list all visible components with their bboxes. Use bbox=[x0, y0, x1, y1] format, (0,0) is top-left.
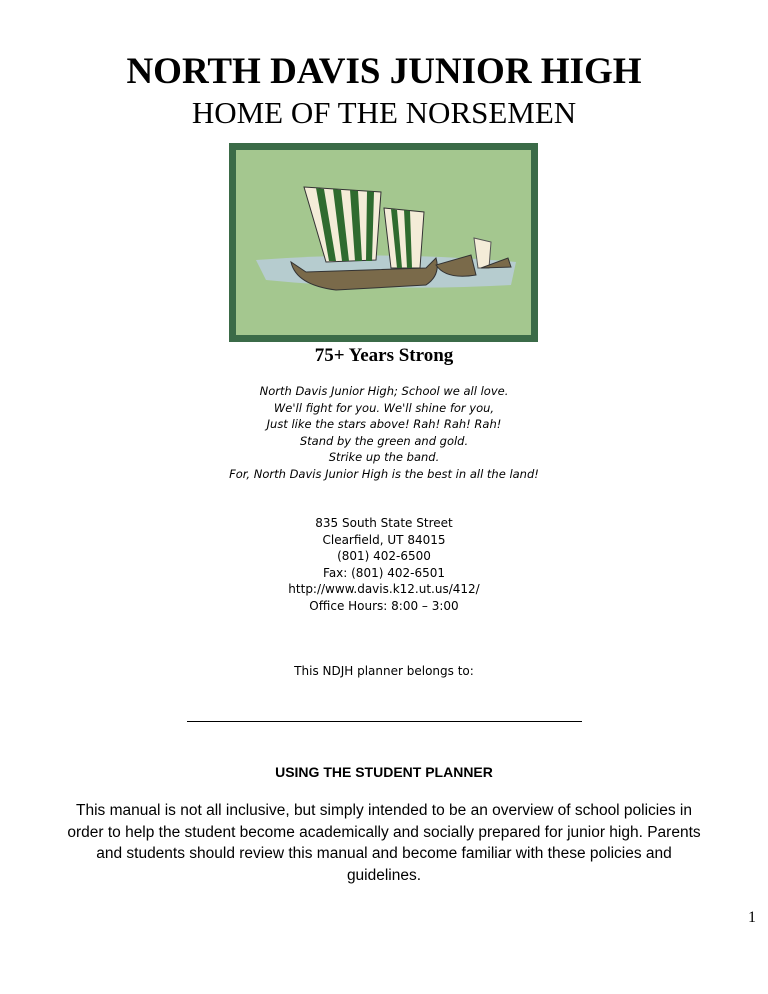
song-line: Just like the stars above! Rah! Rah! Rah! bbox=[266, 417, 502, 431]
owner-name-line bbox=[187, 721, 582, 722]
planner-owner-label: This NDJH planner belongs to: bbox=[294, 664, 474, 678]
song-line: Strike up the band. bbox=[328, 450, 440, 464]
fax: Fax: (801) 402-6501 bbox=[323, 565, 445, 580]
large-sail bbox=[304, 187, 381, 262]
section-body: This manual is not all inclusive, but simply intended to be an overview of school policies in order to help the student become academically and socially prepared for junior high. Parents and students should review this manual and become familiar with these policies and guidelines. bbox=[67, 802, 701, 884]
section-heading: USING THE STUDENT PLANNER bbox=[275, 764, 493, 780]
song-line: Stand by the green and gold. bbox=[299, 433, 469, 448]
song-line: We'll fight for you. We'll shine for you, bbox=[273, 400, 495, 415]
phone: (801) 402-6500 bbox=[337, 549, 431, 563]
school-title: NORTH DAVIS JUNIOR HIGH bbox=[126, 51, 642, 92]
tagline: 75+ Years Strong bbox=[314, 345, 454, 366]
second-sail bbox=[384, 208, 424, 268]
school-subtitle: HOME OF THE NORSEMEN bbox=[191, 95, 577, 130]
page-number: 1 bbox=[748, 909, 756, 926]
street-address: 835 South State Street bbox=[315, 516, 453, 530]
office-hours: Office Hours: 8:00 – 3:00 bbox=[309, 598, 459, 613]
viking-ship-logo bbox=[229, 143, 538, 342]
website: http://www.davis.k12.ut.us/412/ bbox=[288, 582, 480, 596]
contact-info bbox=[0, 515, 768, 614]
song-line: For, North Davis Junior High is the best in all the land! bbox=[229, 466, 539, 481]
song-line: North Davis Junior High; School we all love. bbox=[259, 384, 509, 398]
viking-ship-icon bbox=[236, 150, 531, 335]
city-state-zip: Clearfield, UT 84015 bbox=[322, 532, 446, 547]
school-song bbox=[0, 383, 768, 482]
